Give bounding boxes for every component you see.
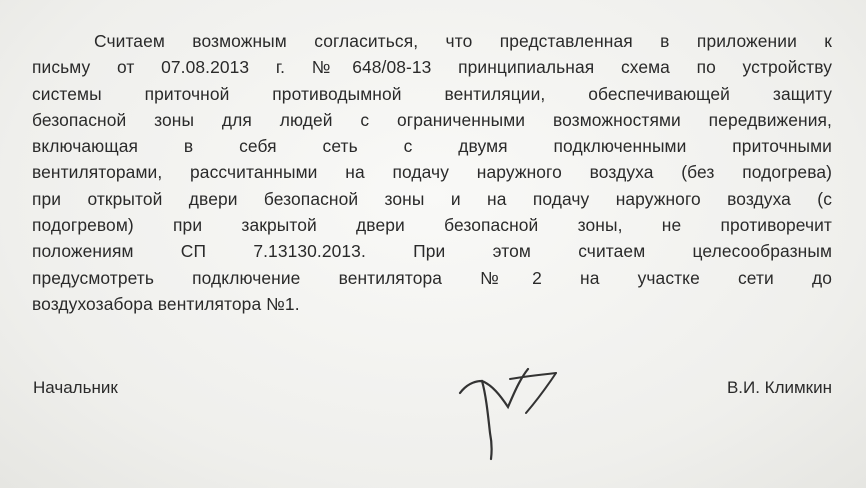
letter-line: при открытой двери безопасной зоны и на подачу наружного воздуха (с bbox=[32, 188, 832, 209]
letter-line: положениям СП 7.13130.2013. При этом считаем целесообразным bbox=[32, 241, 832, 262]
letter-line: письму от 07.08.2013 г. №648/08-13 принципиальная схема по устройству bbox=[32, 57, 832, 78]
letter-line: предусмотреть подключение вентилятора №2 на участке сети до bbox=[32, 267, 832, 288]
letter-line: подогревом) при закрытой двери безопасной зоны, не противоречит bbox=[32, 215, 832, 236]
signatory-position: Начальник bbox=[33, 378, 118, 397]
letter-body bbox=[32, 28, 832, 317]
letter-line: безопасной зоны для людей с ограниченными возможностями передвижения, bbox=[32, 109, 832, 130]
handwritten-signature bbox=[452, 355, 572, 465]
letter-line: системы приточной противодымной вентиляции, обеспечивающей защиту bbox=[32, 83, 832, 104]
letter-line: Считаем возможным согласиться, что представленная в приложении к bbox=[94, 31, 832, 51]
letter-line: воздухозабора вентилятора №1. bbox=[32, 293, 300, 314]
letter-line: включающая в себя сеть с двумя подключенными приточными bbox=[32, 136, 832, 157]
signatory-name: В.И. Климкин bbox=[726, 378, 832, 397]
letter-line: вентиляторами, рассчитанными на подачу наружного воздуха (без подогрева) bbox=[32, 162, 832, 183]
